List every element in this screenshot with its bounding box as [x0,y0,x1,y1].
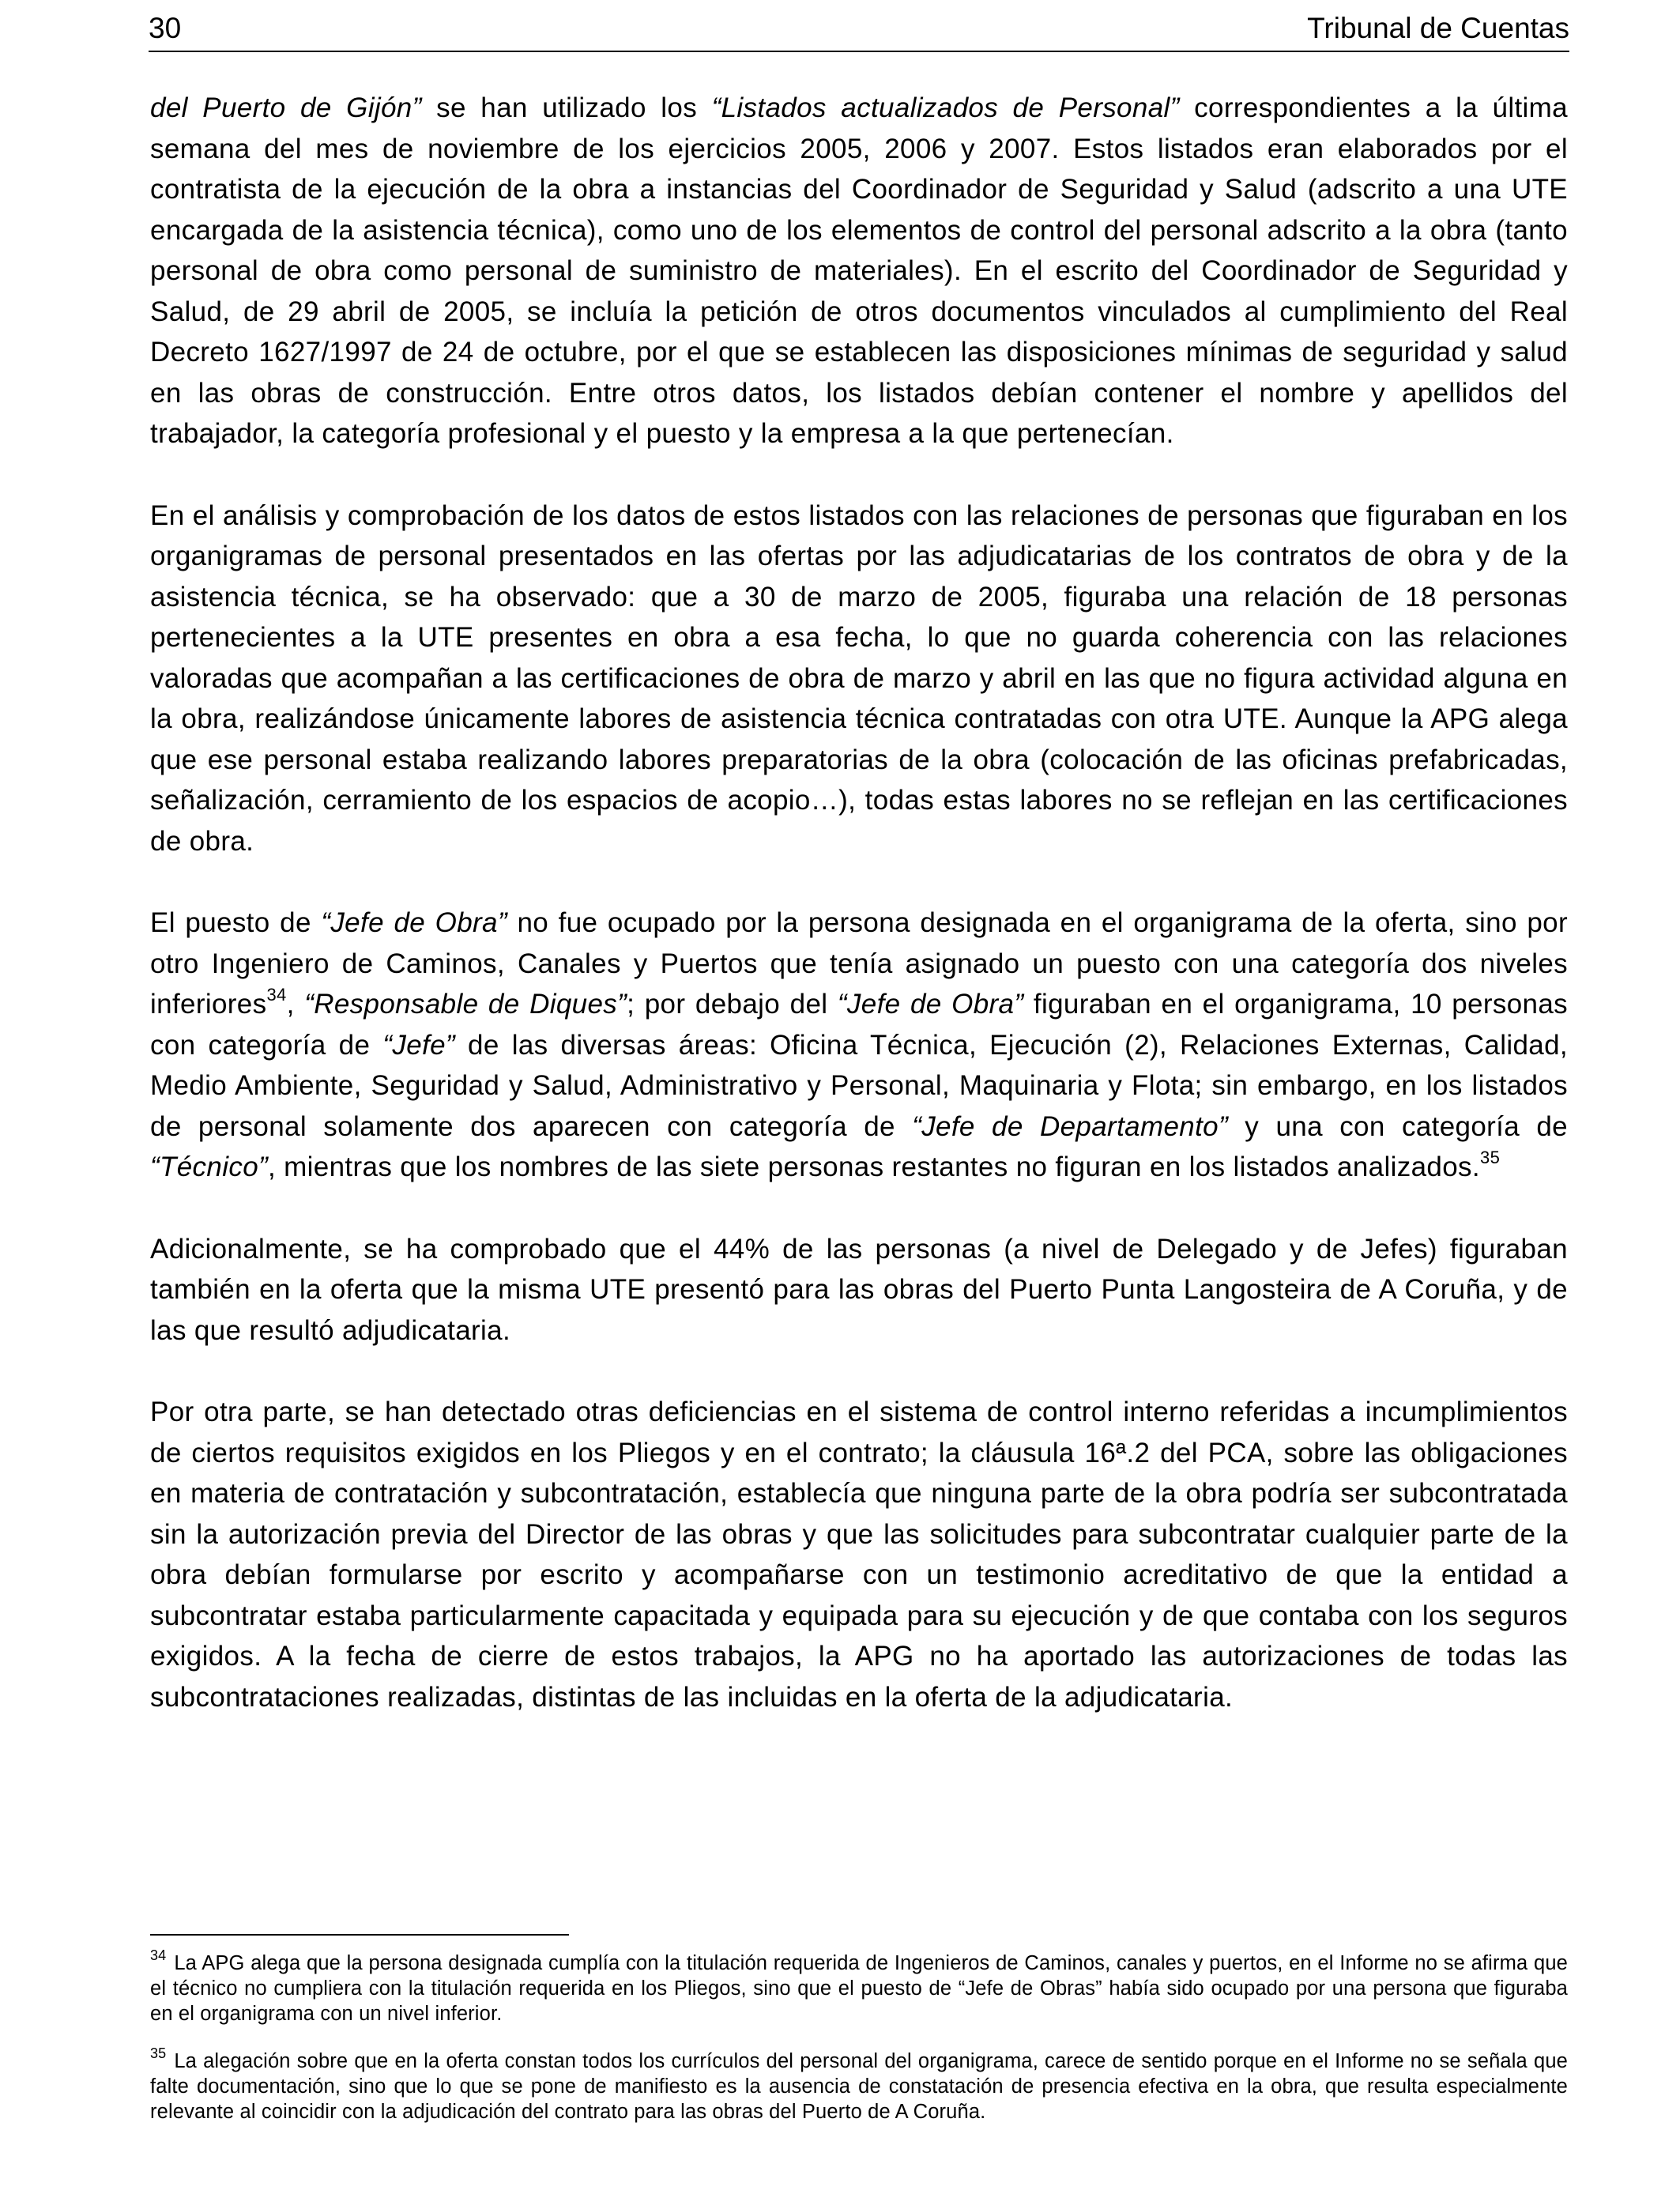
paragraph [150,1229,1568,1351]
italic-text: “Jefe de Departamento” [912,1110,1228,1142]
paragraph [150,496,1568,862]
paragraph [150,903,1568,1188]
italic-text: “Jefe de Obra” [837,989,1024,1020]
italic-text: “Jefe de Obra” [321,907,507,938]
paragraph-text: En el análisis y comprobación de los datos de estos listados con las relaciones de personas que figuraban en los organigramas de personal presentados en las ofertas por las adjudicatarias de los contratos de obra y de la asistencia técnica, se ha observado: que a 30 de marzo de 2005, figuraba una relación de 18 personas pertenecientes a la UTE presentes en obra a esa fecha, lo que no guarda coherencia con las relaciones valoradas que acompañan a las certificaciones de obra de marzo y abril en las que no figura actividad alguna en la obra, realizándose únicamente labores de asistencia técnica contratadas con otra UTE. Aunque la APG alega que ese personal estaba realizando labores preparatorias de la obra (colocación de las oficinas prefabricadas, señalización, cerramiento de los espacios de acopio…), todas estas labores no se reflejan en las certificaciones de obra. [150,499,1568,857]
paragraph-text: , mientras que los nombres de las siete personas restantes no figuran en los listados analizados. [268,1152,1480,1182]
footnote-number: 34 [150,1947,167,1963]
page-header [149,9,1569,52]
italic-text: “Responsable de Diques” [304,989,627,1020]
paragraph-text: se han utilizado los [421,92,712,123]
italic-text: del Puerto de Gijón” [150,92,422,123]
footnote-text: La alegación sobre que en la oferta constan todos los currículos del personal del organigrama, carece de sentido porque en el Informe no se señala que falte documentación, sino que lo que se pone de manifiesto es la ausencia de constatación de presencia efectiva en la obra, que resulta especialmente relevante al coincidir con la adjudicación del contrato para las obras del Puerto de A Coruña. [150,2050,1568,2123]
footnote-reference: 34 [266,985,287,1005]
paragraph-text: no fue ocupado por la persona designada en el organigrama de la oferta, sino por otro Ingeniero de Caminos, Canales y Puertos que tenía asignado un puesto con una categoría dos niveles inferiores [150,907,1569,1020]
italic-text: “Técnico” [150,1152,269,1182]
paragraph-text: y una con categoría de [1227,1110,1568,1142]
paragraph [150,1392,1568,1717]
paragraph-text: El puesto de [150,907,322,938]
paragraph-text: figuraban en el organigrama, 10 personas con categoría de [150,989,1569,1061]
paragraph-text: ; por debajo del [627,989,838,1020]
footnote-35 [150,2045,1568,2124]
paragraph-text: Por otra parte, se han detectado otras deficiencias en el sistema de control interno referidas a incumplimientos de ciertos requisitos exigidos en los Pliegos y en el contrato; la cláusula 16ª.2 del PCA, sobre las obligaciones en materia de contratación y subcontratación, establecía que ninguna parte de la obra podría ser subcontratada sin la autorización previa del Director de las obras y que las solicitudes para subcontratar cualquier parte de la obra debían formularse por escrito y acompañarse con un testimonio acreditativo de que la entidad a subcontratar estaba particularmente capacitada y equipada para su ejecución y de que contaba con los seguros exigidos. A la fecha de cierre de estos trabajos, la APG no ha aportado las autorizaciones de todas las subcontrataciones realizadas, distintas de las incluidas en la oferta de la adjudicataria. [150,1397,1568,1713]
running-header-title: Tribunal de Cuentas [1307,12,1569,44]
paragraph-text: , [286,989,305,1020]
paragraph-text: correspondientes a la última semana del mes de noviembre de los ejercicios 2005, 2006 y 2007. Estos listados eran elaborados por el contratista de la ejecución de la obra a instancias del Coordinador de Seguridad y Salud (adscrito a una UTE encargada de la asistencia técnica), como uno de los elementos de control del personal adscrito a la obra (tanto personal de obra como personal de suministro de materiales). En el escrito del Coordinador de Seguridad y Salud, de 29 abril de 2005, se incluía la petición de otros documentos vinculados al cumplimiento del Real Decreto 1627/1997 de 24 de octubre, por el que se establecen las disposiciones mínimas de seguridad y salud en las obras de construcción. Entre otros datos, los listados debían contener el nombre y apellidos del trabajador, la categoría profesional y el puesto y la empresa a la que pertenecían. [150,92,1568,449]
footnotes [150,1947,1568,2124]
footnote-34 [150,1947,1568,2026]
italic-text: “Jefe” [382,1029,455,1061]
footnote-separator [150,1934,569,1936]
paragraph [150,88,1568,454]
italic-text: “Listados actualizados de Personal” [711,92,1180,123]
footnote-number: 35 [150,2045,167,2061]
page-number: 30 [149,12,182,44]
paragraph-text: de las diversas áreas: Oficina Técnica, Ejecución (2), Relaciones Externas, Calidad, Medio Ambiente, Seguridad y Salud, Administrativo y Personal, Maquinaria y Flota; sin embargo, en los listados de personal solamente dos aparecen con categoría de [150,1029,1569,1142]
footnote-reference: 35 [1479,1148,1501,1167]
paragraph-text: Adicionalmente, se ha comprobado que el 44% de las personas (a nivel de Delegado y de Jefes) figuraban también en la oferta que la misma UTE presentó para las obras del Puerto Punta Langosteira de A Coruña, y de las que resultó adjudicataria. [150,1233,1568,1346]
body-text [150,88,1568,1717]
footnote-text: La APG alega que la persona designada cumplía con la titulación requerida de Ingenieros de Caminos, canales y puertos, en el Informe no se afirma que el técnico no cumpliera con la titulación requerida en los Pliegos, sino que el puesto de “Jefe de Obras” había sido ocupado por una persona que figuraba en el organigrama con un nivel inferior. [150,1952,1568,2025]
